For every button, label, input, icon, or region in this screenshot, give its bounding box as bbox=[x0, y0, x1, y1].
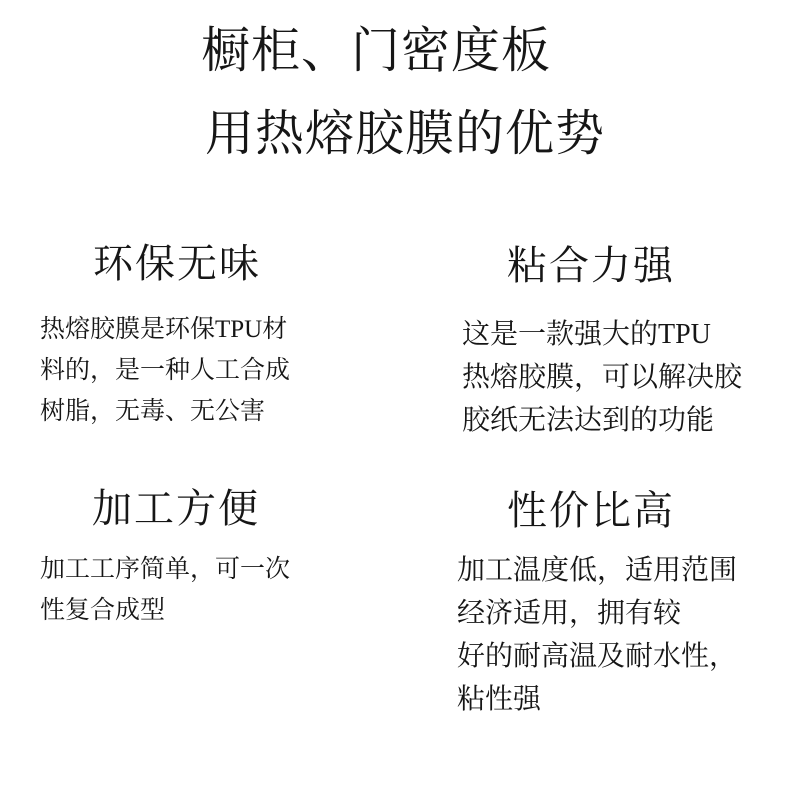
body-line: 加工工序简单，可一次 bbox=[40, 556, 291, 583]
body-line: 胶纸无法达到的功能 bbox=[462, 405, 715, 436]
section-heading-easy-processing: 加工方便 bbox=[92, 486, 260, 531]
body-line: 这是一款强大的TPU bbox=[462, 319, 711, 350]
section-heading-eco-friendly-odorless: 环保无味 bbox=[93, 241, 261, 286]
section-heading-cost-effective: 性价比高 bbox=[507, 488, 675, 533]
poster-title-line-1: 橱柜、门密度板 bbox=[201, 23, 552, 78]
section-body-easy-processing bbox=[40, 549, 290, 631]
body-line: 好的耐高温及耐水性， bbox=[457, 641, 738, 672]
body-line: 热熔胶膜是环保TPU材 bbox=[40, 316, 288, 343]
section-body-cost-effective bbox=[457, 549, 737, 721]
body-line: 热熔胶膜，可以解决胶 bbox=[462, 362, 743, 393]
body-line: 粘性强 bbox=[457, 684, 542, 715]
body-line: 树脂，无毒、无公害 bbox=[40, 398, 266, 425]
section-heading-strong-adhesion: 粘合力强 bbox=[507, 243, 675, 288]
poster-title-line-2: 用热熔胶膜的优势 bbox=[205, 106, 606, 161]
body-line: 性复合成型 bbox=[40, 597, 166, 624]
body-line: 加工温度低，适用范围 bbox=[457, 555, 738, 586]
body-line: 经济适用，拥有较 bbox=[457, 598, 682, 629]
body-line: 料的，是一种人工合成 bbox=[40, 357, 291, 384]
section-body-strong-adhesion bbox=[462, 313, 742, 442]
section-body-eco-friendly-odorless bbox=[40, 309, 290, 432]
